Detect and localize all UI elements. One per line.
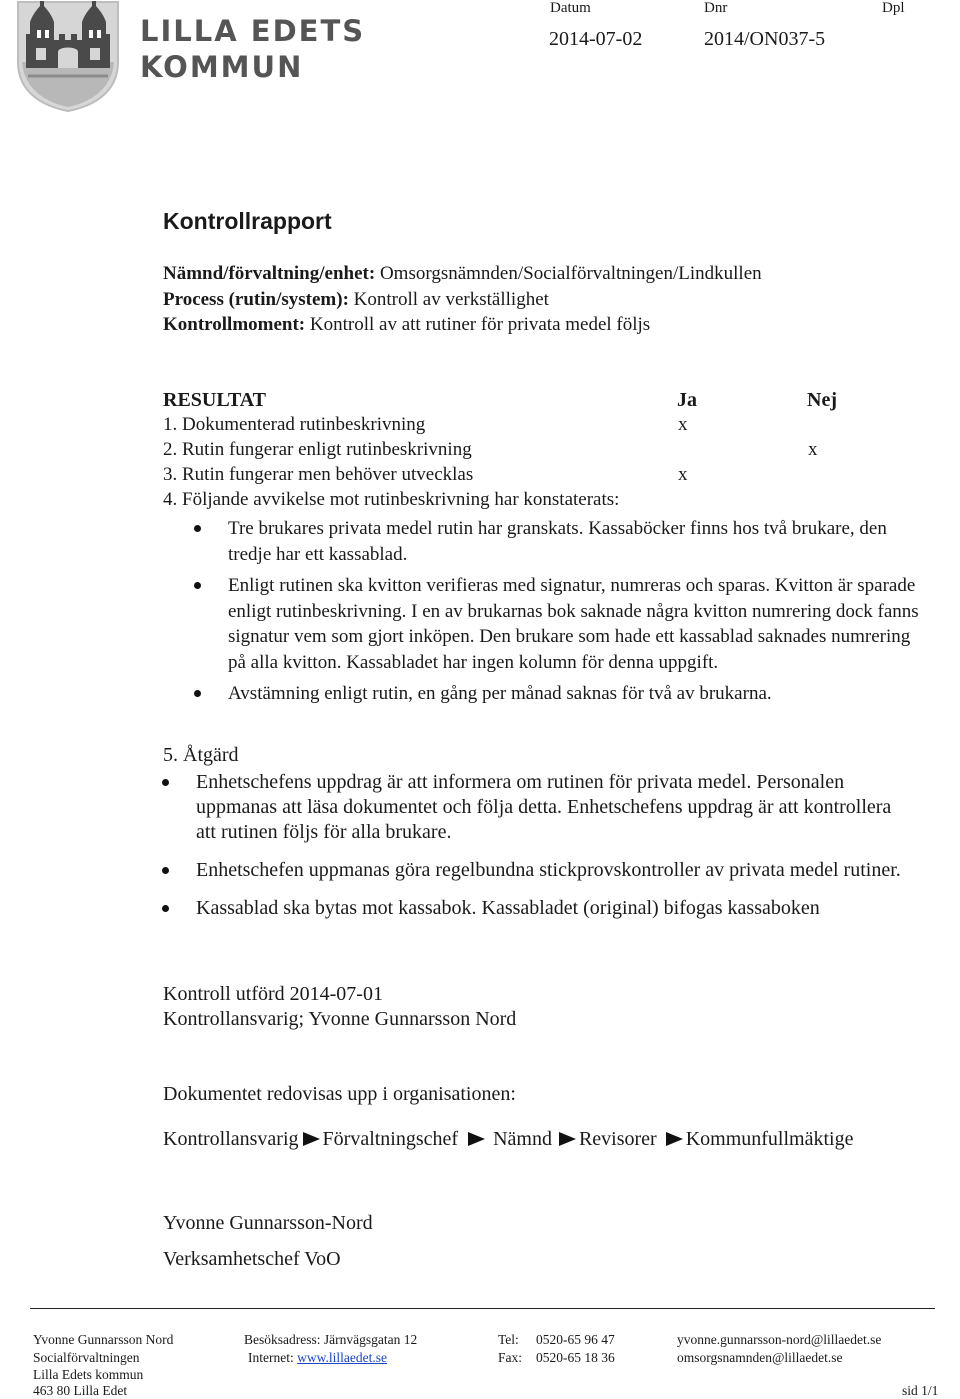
footer-tel: 0520-65 96 47 — [536, 1332, 615, 1347]
arrow-right-icon — [666, 1132, 683, 1146]
datum-label: Datum — [550, 0, 591, 16]
chain-step: Nämnd — [493, 1128, 552, 1150]
datum-value: 2014-07-02 — [549, 28, 643, 50]
municipal-crest-icon — [14, 0, 122, 112]
footer-department: Socialförvaltningen — [33, 1350, 140, 1365]
footer-name: Yvonne Gunnarsson Nord — [33, 1332, 174, 1347]
footer-internet-label: Internet: — [248, 1350, 294, 1365]
deviation-item: Enligt rutinen ska kvitton verifieras med signatur, numreras och sparas. Kvitton är sparade enligt rutinbeskrivning. I en av brukarnas bok saknade några kvitton numrering dock fanns signatur vem som gjort inköpen. Den brukare som hade ett kassablad saknades numrering på alla kvitton. Kassabladet har ingen kolumn för denna uppgift. — [228, 573, 928, 675]
dpl-label: Dpl — [882, 0, 905, 16]
dnr-value: 2014/ON037-5 — [704, 28, 826, 50]
signature-name: Yvonne Gunnarsson-Nord — [163, 1212, 373, 1234]
footer-postal: 463 80 Lilla Edet — [33, 1383, 128, 1398]
result-row-1: 1. Dokumenterad rutinbeskrivning — [163, 414, 426, 435]
meta-namnd-value: Omsorgsnämnden/Socialförvaltningen/Lindkullen — [379, 263, 762, 284]
chain-step: Förvaltningschef — [322, 1128, 459, 1150]
deviation-item: Tre brukares privata medel rutin har granskats. Kassaböcker finns hos två brukare, den tredje har ett kassablad. — [228, 516, 928, 567]
arrow-right-icon — [303, 1132, 320, 1146]
footer-fax: 0520-65 18 36 — [536, 1350, 615, 1365]
meta-moment-value: Kontroll av att rutiner för privata medel följs — [309, 314, 651, 335]
control-responsible: Kontrollansvarig; Yvonne Gunnarsson Nord — [163, 1008, 517, 1030]
footer-internet — [248, 1350, 387, 1366]
dnr-label: Dnr — [704, 0, 728, 16]
footer-municipality: Lilla Edets kommun — [33, 1367, 144, 1382]
meta-moment-label: Kontrollmoment: — [163, 314, 306, 335]
footer-website-link[interactable]: www.lillaedet.se — [297, 1350, 387, 1365]
footer-email-1: yvonne.gunnarsson-nord@lillaedet.se — [677, 1332, 882, 1347]
result-row-3: 3. Rutin fungerar men behöver utvecklas — [163, 464, 474, 485]
report-intro: Dokumentet redovisas upp i organisationen: — [163, 1083, 516, 1105]
report-chain — [163, 1128, 853, 1151]
footer-fax-label: Fax: — [498, 1350, 523, 1365]
footer-page-number: sid 1/1 — [902, 1383, 939, 1398]
result-heading: RESULTAT — [163, 389, 267, 411]
chain-step: Kontrollansvarig — [163, 1128, 299, 1150]
result-row-2: 2. Rutin fungerar enligt rutinbeskrivning — [163, 439, 472, 460]
action-list — [196, 770, 916, 921]
logo-text-line1: LILLA EDETS — [140, 14, 366, 48]
meta-process-label: Process (rutin/system): — [163, 289, 349, 310]
result-item-4: 4. Följande avvikelse mot rutinbeskrivning har konstaterats: — [163, 489, 620, 510]
signature-role: Verksamhetschef VoO — [163, 1248, 341, 1270]
chain-step: Kommunfullmäktige — [685, 1128, 854, 1150]
deviation-item: Avstämning enligt rutin, en gång per månad saknas för två av brukarna. — [228, 681, 928, 707]
meta-namnd — [163, 263, 762, 285]
action-item: Enhetschefen uppmanas göra regelbundna stickprovskontroller av privata medel rutiner. — [196, 858, 916, 883]
footer-visit-address: Besöksadress: Järnvägsgatan 12 — [244, 1332, 418, 1347]
logo-text-line2: KOMMUN — [140, 50, 304, 84]
result-row-1-ja: x — [678, 414, 688, 435]
action-heading: 5. Åtgärd — [163, 744, 239, 766]
page-title: Kontrollrapport — [163, 208, 332, 234]
arrow-right-icon — [468, 1132, 485, 1146]
footer-email-2: omsorgsnamnden@lillaedet.se — [677, 1350, 843, 1365]
result-row-2-nej: x — [808, 439, 818, 460]
action-item: Kassablad ska bytas mot kassabok. Kassabladet (original) bifogas kassaboken — [196, 896, 916, 921]
result-nej-header: Nej — [807, 389, 837, 411]
footer-divider — [30, 1308, 935, 1309]
action-item: Enhetschefens uppdrag är att informera om rutinen för privata medel. Personalen uppmanas att läsa dokumentet och följa detta. Enhetschefens uppdrag är att kontrollera att rutinen följs för alla brukare. — [196, 770, 916, 845]
control-performed: Kontroll utförd 2014-07-01 — [163, 983, 383, 1005]
meta-process — [163, 289, 549, 311]
meta-namnd-label: Nämnd/förvaltning/enhet: — [163, 263, 376, 284]
arrow-right-icon — [559, 1132, 576, 1146]
chain-step: Revisorer — [578, 1128, 657, 1150]
meta-moment — [163, 314, 650, 336]
deviation-list — [228, 516, 928, 707]
result-ja-header: Ja — [677, 389, 697, 411]
result-row-3-ja: x — [678, 464, 688, 485]
footer-tel-label: Tel: — [498, 1332, 519, 1347]
meta-process-value: Kontroll av verkställighet — [353, 289, 549, 310]
